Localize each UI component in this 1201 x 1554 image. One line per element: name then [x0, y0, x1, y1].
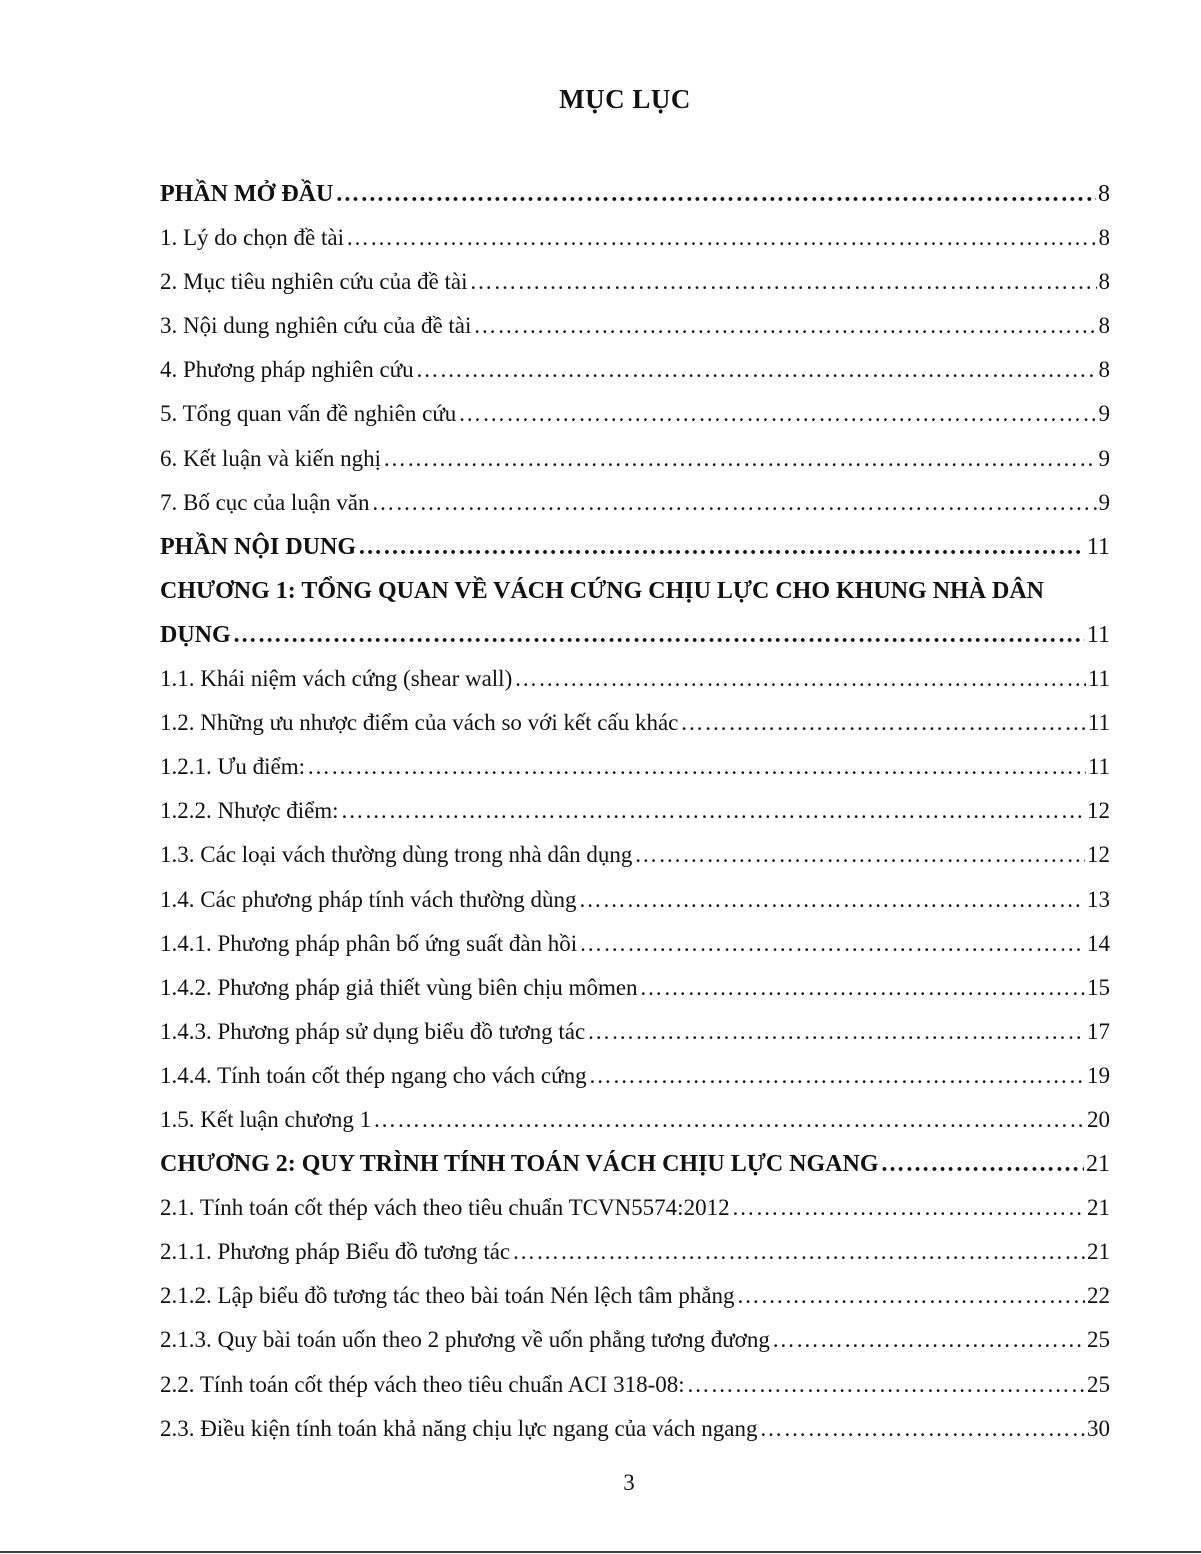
- toc-page-number: 9: [1098, 489, 1110, 515]
- toc-entry-text: 1. Lý do chọn đề tài: [160, 225, 344, 251]
- toc-dot-leader: [579, 922, 1085, 966]
- toc-entry-text: DỤNG: [160, 621, 231, 648]
- toc-entry-row[interactable]: [160, 1010, 1110, 1054]
- toc-page-number: 11: [1086, 533, 1110, 560]
- toc-page-number: 11: [1086, 621, 1110, 648]
- toc-dot-leader: [233, 613, 1085, 657]
- toc-page-number: 25: [1087, 1371, 1110, 1397]
- toc-page-number: 8: [1098, 357, 1110, 383]
- toc-entry-row[interactable]: [160, 304, 1110, 348]
- toc-dot-leader: [335, 172, 1096, 216]
- toc-dot-leader: [634, 833, 1085, 877]
- toc-dot-leader: [307, 745, 1086, 789]
- toc-heading-row[interactable]: [160, 1142, 1110, 1186]
- toc-entry-text: 1.4. Các phương pháp tính vách thường dùng: [160, 886, 577, 912]
- toc-entry-text: 1.4.2. Phương pháp giả thiết vùng biên chịu mômen: [160, 974, 638, 1000]
- toc-entry-text: CHƯƠNG 2: QUY TRÌNH TÍNH TOÁN VÁCH CHỊU LỰC NGANG: [160, 1151, 879, 1178]
- toc-entry-text: PHẦN NỘI DUNG: [160, 533, 356, 560]
- toc-page-number: 20: [1087, 1106, 1110, 1132]
- toc-entry-row[interactable]: [160, 1407, 1110, 1451]
- toc-entry-text: 3. Nội dung nghiên cứu của đề tài: [160, 313, 472, 339]
- toc-entry-text: 2.1.3. Quy bài toán uốn theo 2 phương về uốn phẳng tương đương: [160, 1327, 770, 1353]
- toc-dot-leader: [371, 481, 1096, 525]
- toc-dot-leader: [760, 1407, 1085, 1451]
- toc-page-number: 21: [1086, 1151, 1110, 1178]
- toc-page-number: 8: [1098, 181, 1110, 207]
- toc-dot-leader: [458, 392, 1096, 436]
- toc-entry-text: 2.2. Tính toán cốt thép vách theo tiêu chuẩn ACI 318-08:: [160, 1371, 685, 1397]
- toc-page-number: 11: [1087, 710, 1110, 736]
- toc-entry-row[interactable]: [160, 481, 1110, 525]
- toc-dot-leader: [772, 1318, 1085, 1362]
- toc-entry-row[interactable]: [160, 922, 1110, 966]
- toc-entry-text: CHƯƠNG 1: TỔNG QUAN VỀ VÁCH CỨNG CHỊU LỰC CHO KHUNG NHÀ DÂN: [160, 577, 1045, 604]
- toc-entry-text: 2.3. Điều kiện tính toán khả năng chịu lực ngang của vách ngang: [160, 1415, 758, 1441]
- toc-dot-leader: [514, 657, 1086, 701]
- toc-entry-text: 6. Kết luận và kiến nghị: [160, 445, 382, 471]
- toc-dot-leader: [470, 260, 1097, 304]
- toc-page-number: 15: [1087, 974, 1110, 1000]
- toc-page-number: 11: [1087, 666, 1110, 692]
- toc-dot-leader: [732, 1186, 1085, 1230]
- toc-entry-text: 1.1. Khái niệm vách cứng (shear wall): [160, 666, 513, 692]
- toc-dot-leader: [579, 878, 1085, 922]
- toc-entry-row[interactable]: [160, 260, 1110, 304]
- toc-entry-row[interactable]: [160, 1274, 1110, 1318]
- toc-page-number: 30: [1087, 1415, 1110, 1441]
- toc-entry-row[interactable]: [160, 392, 1110, 436]
- toc-dot-leader: [680, 701, 1085, 745]
- toc-entry-text: 2.1. Tính toán cốt thép vách theo tiêu chuẩn TCVN5574:2012: [160, 1195, 730, 1221]
- toc-entry-text: 5. Tổng quan vấn đề nghiên cứu: [160, 401, 457, 427]
- toc-entry-row[interactable]: [160, 789, 1110, 833]
- toc-entry-text: PHẦN MỞ ĐẦU: [160, 181, 334, 207]
- page-bottom-border: [0, 1551, 1201, 1553]
- toc-entry-row[interactable]: [160, 216, 1110, 260]
- toc-dot-leader: [473, 304, 1096, 348]
- page-number: 3: [623, 1470, 635, 1495]
- page-title: MỤC LỤC: [559, 84, 691, 114]
- toc-page-number: 14: [1087, 930, 1110, 956]
- toc-page-number: 8: [1098, 225, 1110, 251]
- toc-dot-leader: [687, 1363, 1085, 1407]
- toc-entry-row[interactable]: [160, 1098, 1110, 1142]
- toc-entry-text: 1.2.1. Ưu điểm:: [160, 754, 305, 780]
- toc-page-number: 21: [1087, 1239, 1110, 1265]
- toc-heading-row[interactable]: [160, 569, 1110, 613]
- toc-page-number: 9: [1098, 401, 1110, 427]
- toc-page-number: 21: [1087, 1195, 1110, 1221]
- toc-entry-row[interactable]: [160, 657, 1110, 701]
- toc-heading-row[interactable]: [160, 613, 1110, 657]
- toc-entry-text: 1.2. Những ưu nhược điểm của vách so với kết cấu khác: [160, 710, 679, 736]
- toc-dot-leader: [358, 525, 1085, 569]
- toc-entry-text: 2.1.2. Lập biểu đồ tương tác theo bài toán Nén lệch tâm phẳng: [160, 1283, 735, 1309]
- toc-dot-leader: [416, 348, 1097, 392]
- toc-page-number: 12: [1087, 798, 1110, 824]
- toc-entry-text: 1.4.3. Phương pháp sử dụng biểu đồ tương tác: [160, 1018, 586, 1044]
- toc-dot-leader: [737, 1274, 1085, 1318]
- toc-dot-leader: [341, 789, 1085, 833]
- toc-entry-row[interactable]: [160, 348, 1110, 392]
- toc-dot-leader: [881, 1142, 1084, 1186]
- toc-dot-leader: [640, 966, 1085, 1010]
- toc-page-number: 22: [1087, 1283, 1110, 1309]
- toc-entry-text: 1.4.4. Tính toán cốt thép ngang cho vách cứng: [160, 1062, 587, 1088]
- toc-entry-row[interactable]: [160, 1054, 1110, 1098]
- toc-page-number: 13: [1087, 886, 1110, 912]
- toc-page-number: 19: [1087, 1062, 1110, 1088]
- toc-page-number: 8: [1098, 313, 1110, 339]
- toc-entry-row[interactable]: [160, 1318, 1110, 1362]
- toc-dot-leader: [587, 1010, 1085, 1054]
- toc-dot-leader: [512, 1230, 1085, 1274]
- toc-entry-text: 1.2.2. Nhược điểm:: [160, 798, 339, 824]
- toc-entry-row[interactable]: [160, 701, 1110, 745]
- toc-page-number: 12: [1087, 842, 1110, 868]
- toc-entry-text: 7. Bố cục của luận văn: [160, 489, 370, 515]
- toc-entry-row[interactable]: [160, 437, 1110, 481]
- toc-page-number: 8: [1098, 269, 1110, 295]
- toc-entry-text: 4. Phương pháp nghiên cứu: [160, 357, 414, 383]
- toc-dot-leader: [346, 216, 1097, 260]
- toc-entry-row[interactable]: [160, 1230, 1110, 1274]
- toc-page-number: 25: [1087, 1327, 1110, 1353]
- toc-dot-leader: [589, 1054, 1085, 1098]
- toc-entry-text: 2.1.1. Phương pháp Biểu đồ tương tác: [160, 1239, 511, 1265]
- toc-entry-row[interactable]: [160, 1186, 1110, 1230]
- toc-dot-leader: [383, 437, 1096, 481]
- toc-page-number: 9: [1098, 445, 1110, 471]
- toc-entry-text: 1.4.1. Phương pháp phân bố ứng suất đàn hồi: [160, 930, 578, 956]
- toc-dot-leader: [373, 1098, 1085, 1142]
- toc-entry-row[interactable]: [160, 878, 1110, 922]
- toc-entry-row[interactable]: [160, 745, 1110, 789]
- toc-heading-row[interactable]: [160, 172, 1110, 216]
- toc-heading-row[interactable]: [160, 525, 1110, 569]
- toc-page-number: 11: [1087, 754, 1110, 780]
- toc-page-number: 17: [1087, 1018, 1110, 1044]
- toc-entry-text: 2. Mục tiêu nghiên cứu của đề tài: [160, 269, 468, 295]
- table-of-contents: [160, 172, 1110, 1451]
- toc-entry-row[interactable]: [160, 966, 1110, 1010]
- toc-entry-row[interactable]: [160, 1363, 1110, 1407]
- toc-entry-text: 1.5. Kết luận chương 1: [160, 1106, 372, 1132]
- toc-entry-text: 1.3. Các loại vách thường dùng trong nhà dân dụng: [160, 842, 633, 868]
- toc-entry-row[interactable]: [160, 833, 1110, 877]
